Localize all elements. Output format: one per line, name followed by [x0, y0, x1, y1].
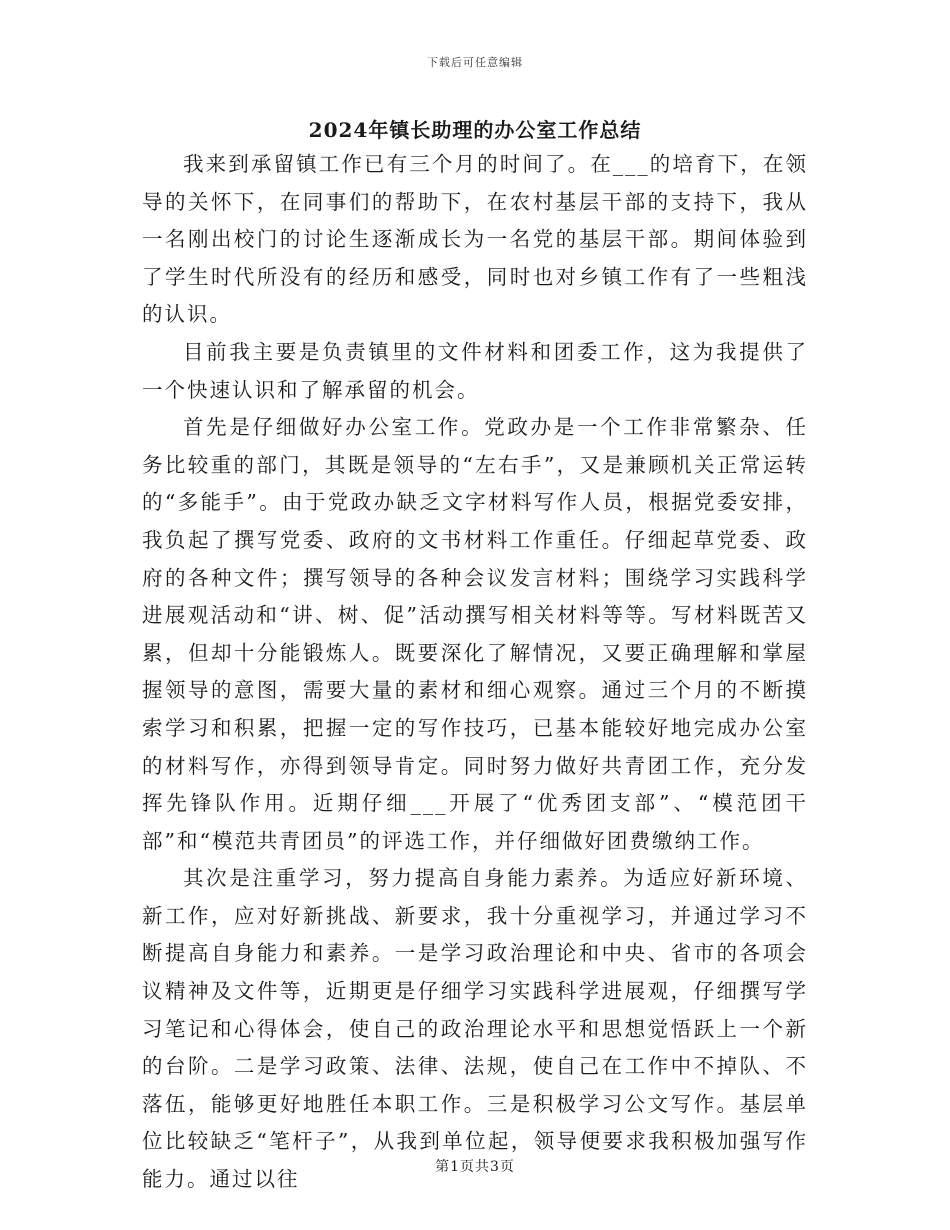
document-body — [142, 146, 808, 1199]
page-number: 第1页共3页 — [435, 1159, 515, 1175]
paragraph-2: 目前我主要是负责镇里的文件材料和团委工作，这为我提供了一个快速认识和了解承留的机会。 — [142, 339, 808, 402]
document-title: 2024年镇长助理的办公室工作总结 — [308, 118, 642, 142]
paragraph-1: 我来到承留镇工作已有三个月的时间了。在___的培育下，在领导的关怀下，在同事们的帮助下，在农村基层干部的支持下，我从一名刚出校门的讨论生逐渐成长为一名党的基层干部。期间体验到了学生时代所没有的经历和感受，同时也对乡镇工作有了一些粗浅的认识。 — [142, 152, 808, 327]
header-note: 下载后可任意编辑 — [427, 56, 523, 69]
paragraph-4: 其次是注重学习，努力提高自身能力素养。为适应好新环境、新工作，应对好新挑战、新要求，我十分重视学习，并通过学习不断提高自身能力和素养。一是学习政治理论和中央、省市的各项会议精神及文件等，近期更是仔细学习实践科学进展观，仔细撰写学习笔记和心得体会，使自己的政治理论水平和思想觉悟跃上一个新的台阶。二是学习政策、法律、法规，使自己在工作中不掉队、不落伍，能够更好地胜任本职工作。三是积极学习公文写作。基层单位比较缺乏“笔杆子”，从我到单位起，领导便要求我积极加强写作能力。通过以往 — [142, 866, 808, 1192]
paragraph-3: 首先是仔细做好办公室工作。党政办是一个工作非常繁杂、任务比较重的部门，其既是领导的“左右手”，又是兼顾机关正常运转的“多能手”。由于党政办缺乏文字材料写作人员，根据党委安排，我负起了撰写党委、政府的文书材料工作重任。仔细起草党委、政府的各种文件；撰写领导的各种会议发言材料；围绕学习实践科学进展观活动和“讲、树、促”活动撰写相关材料等等。写材料既苦又累，但却十分能锻炼人。既要深化了解情况，又要正确理解和掌屋握领导的意图，需要大量的素材和细心观察。通过三个月的不断摸索学习和积累，把握一定的写作技巧，已基本能较好地完成办公室的材料写作，亦得到领导肯定。同时努力做好共青团工作，充分发挥先锋队作用。近期仔细___开展了“优秀团支部”、“模范团干部”和“模范共青团员”的评选工作，并仔细做好团费缴纳工作。 — [142, 415, 808, 853]
